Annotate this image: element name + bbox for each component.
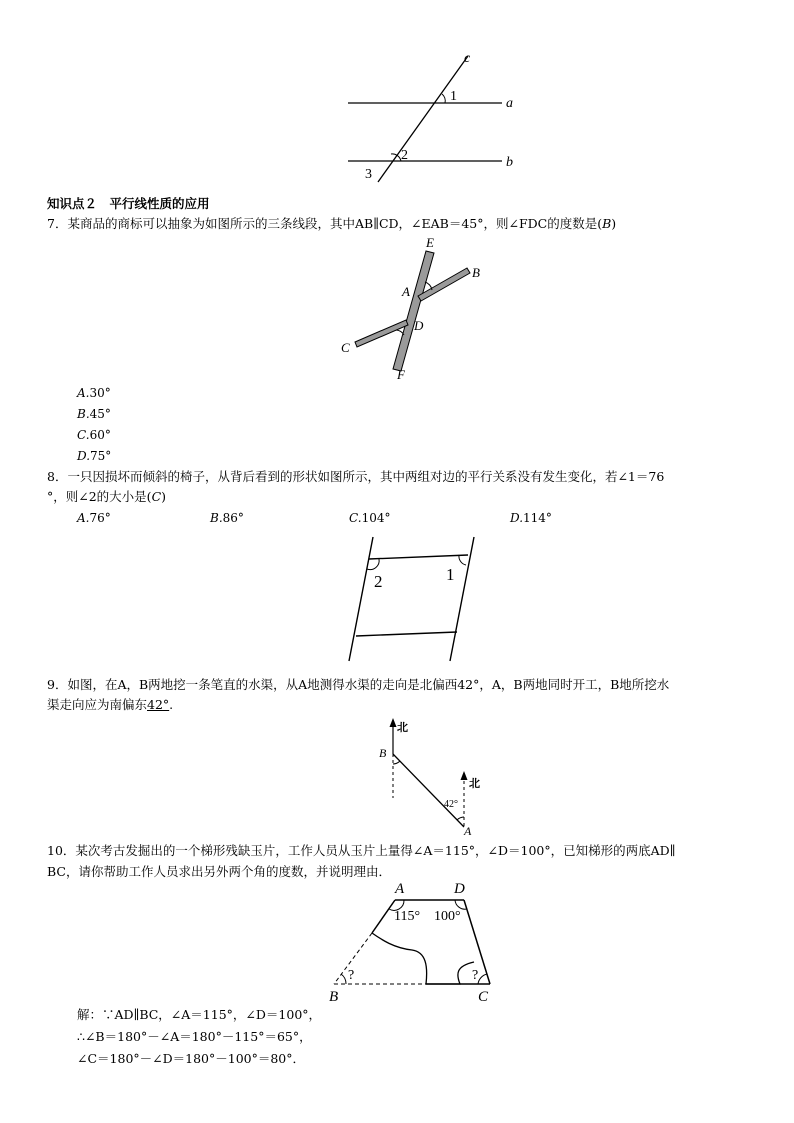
q9-text-line2-pre: 渠走向应为南偏东 bbox=[47, 697, 148, 712]
label-north-A: 北 bbox=[469, 778, 480, 790]
label-B: B bbox=[379, 746, 387, 760]
q9-stem-line2 bbox=[47, 697, 173, 713]
q7-stem bbox=[47, 216, 616, 232]
label-C: C bbox=[478, 989, 489, 1005]
north-arrow-A-icon bbox=[461, 771, 468, 780]
chair-upper-rung bbox=[369, 555, 468, 559]
figure-logo-segments bbox=[330, 232, 490, 380]
label-angle1: 1 bbox=[450, 89, 457, 104]
angle1-arc bbox=[442, 94, 445, 103]
q8-answer: C bbox=[151, 489, 162, 504]
label-A: A bbox=[395, 881, 405, 897]
q8-option-a: A.76° bbox=[77, 511, 111, 525]
canal-line-AB bbox=[393, 754, 464, 827]
label-E: E bbox=[426, 235, 434, 250]
q8-stem-line1 bbox=[47, 469, 664, 485]
q7-answer: B bbox=[602, 216, 612, 231]
break-edge bbox=[372, 933, 474, 984]
q8-option-d: D.114° bbox=[510, 511, 552, 525]
q9-number: 9． bbox=[47, 677, 68, 692]
figure-broken-trapezoid bbox=[322, 878, 502, 1006]
label-angle1: 1 bbox=[446, 565, 455, 584]
q8-option-c: C.104° bbox=[349, 511, 391, 525]
q10-number: 10． bbox=[47, 843, 76, 858]
figure-canal-direction bbox=[372, 716, 494, 838]
q7-close: ) bbox=[611, 216, 617, 231]
label-north-B: 北 bbox=[397, 722, 408, 734]
q10-stem-line1 bbox=[47, 843, 675, 859]
q7-option-c: C.60° bbox=[77, 428, 111, 442]
angle-B-arc bbox=[341, 974, 346, 984]
figure-tilted-chair bbox=[340, 532, 482, 664]
q7-text: 某商品的商标可以抽象为如图所示的三条线段，其中AB∥CD，∠EAB＝45°，则∠FDC的度数是( bbox=[67, 216, 603, 231]
q7-option-a: A.30° bbox=[77, 386, 111, 400]
q10-text-line2: BC，请你帮助工作人员求出另外两个角的度数，并说明理由． bbox=[47, 864, 391, 879]
angle-A-arc bbox=[457, 817, 464, 820]
q8-option-b: B.86° bbox=[210, 511, 244, 525]
label-B: B bbox=[329, 989, 339, 1005]
q7-number: 7． bbox=[47, 216, 68, 231]
q10-solution-line2: ∴∠B＝180°－∠A＝180°－115°＝65°， bbox=[77, 1029, 312, 1044]
chair-lower-rung bbox=[356, 632, 457, 636]
angle1-arc bbox=[459, 555, 466, 565]
label-angle2: 2 bbox=[374, 572, 383, 591]
q10-text-line1: 某次考古发掘出的一个梯形残缺玉片，工作人员从玉片上量得∠A＝115°，∠D＝100°，已知梯形的两底AD∥ bbox=[75, 843, 676, 858]
q10-solution-line3: ∠C＝180°－∠D＝180°－100°＝80°． bbox=[77, 1051, 306, 1066]
q8-text-line1: 一只因损坏而倾斜的椅子，从背后看到的形状如图所示，其中两组对边的平行关系没有发生变化，若∠1＝76 bbox=[67, 469, 665, 484]
label-angle-42: 42° bbox=[444, 799, 458, 810]
bar-EF bbox=[393, 251, 434, 371]
q7-option-b: B.45° bbox=[77, 407, 111, 421]
label-angle-B-unknown: ? bbox=[348, 968, 355, 983]
figure-parallel-lines bbox=[330, 48, 530, 188]
section-heading: 知识点２ 平行线性质的应用 bbox=[47, 196, 210, 211]
angle-B-arc bbox=[393, 761, 400, 764]
label-C: C bbox=[341, 340, 350, 355]
q9-text-line2-post: . bbox=[169, 697, 174, 712]
north-arrow-B-icon bbox=[390, 718, 397, 727]
label-A: A bbox=[464, 824, 472, 838]
q8-number: 8． bbox=[47, 469, 68, 484]
q8-text-line2: °，则∠2的大小是( bbox=[47, 489, 152, 504]
q7-option-d: D.75° bbox=[77, 449, 112, 463]
label-a: a bbox=[506, 96, 513, 111]
label-B: B bbox=[472, 265, 480, 280]
label-angle-A: 115° bbox=[394, 909, 421, 924]
label-D: D bbox=[414, 318, 424, 333]
label-angle3: 3 bbox=[365, 167, 372, 182]
side-A bbox=[372, 900, 395, 933]
label-D: D bbox=[454, 881, 465, 897]
label-c: c bbox=[464, 51, 471, 66]
q9-answer: 42° bbox=[147, 697, 170, 712]
label-angle-D: 100° bbox=[434, 909, 461, 924]
angle-C-arc bbox=[478, 974, 487, 984]
q9-stem-line1 bbox=[47, 677, 669, 693]
line-c bbox=[378, 56, 468, 182]
label-b: b bbox=[506, 155, 513, 170]
q10-solution-line1: 解：∵AD∥BC，∠A＝115°，∠D＝100°， bbox=[77, 1007, 322, 1022]
q8-stem-line2 bbox=[47, 489, 166, 505]
label-angle-C-unknown: ? bbox=[472, 968, 479, 983]
chair-left-leg bbox=[349, 537, 373, 661]
label-A: A bbox=[402, 284, 410, 299]
q9-text-line1: 如图，在A，B两地挖一条笔直的水渠，从A地测得水渠的走向是北偏西42°，A，B两地同时开工，B地所挖水 bbox=[67, 677, 670, 692]
q8-close: ) bbox=[161, 489, 167, 504]
label-F: F bbox=[397, 367, 405, 380]
label-angle2: 2 bbox=[401, 148, 408, 163]
